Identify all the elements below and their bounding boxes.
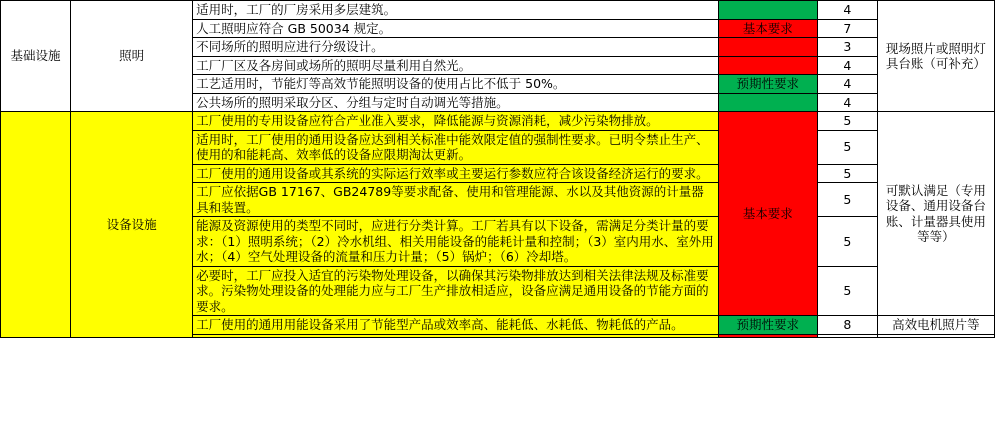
requirement-description: 工厂使用的专用设备应符合产业准入要求，降低能源与资源消耗，减少污染物排放。: [193, 112, 719, 131]
category-label: [1, 112, 71, 338]
table-row: [1, 1, 995, 20]
requirement-description: 必要时，工厂应投入适宜的污染物处理设备，以确保其污染物排放达到相关法律法规及标准要求。污染物处理设备的处理能力应与工厂生产排放相适应，设备应满足通用设备的节能方面的要求。: [193, 266, 719, 316]
requirement-description: 能源及资源使用的类型不同时，应进行分类计算。工厂若具有以下设备，需满足分类计量的要求：（1）照明系统；（2）冷水机组、相关用能设备的能耗计量和控制；（3）室内用水、室外用水；（4）空气处理设备的流量和压力计量；（5）锅炉；（6）冷却塔。: [193, 217, 719, 267]
requirement-description: 公共场所的照明采取分区、分组与定时自动调光等措施。: [193, 93, 719, 112]
score-value: 7: [817, 19, 877, 38]
requirement-type: 基本要求: [718, 112, 817, 316]
requirement-description: 工厂使用的通用用能设备采用了节能型产品或效率高、能耗低、水耗低、物耗低的产品。: [193, 316, 719, 335]
evidence-material: 现场照片或照明灯具台账（可补充）: [877, 1, 994, 112]
requirement-type: 基本要求: [718, 19, 817, 38]
score-value: 4: [817, 75, 877, 94]
score-value: 5: [817, 266, 877, 316]
requirement-type: [718, 334, 817, 337]
requirement-description: [193, 334, 719, 337]
score-value: 4: [817, 93, 877, 112]
requirement-type: [718, 38, 817, 57]
score-value: 8: [817, 316, 877, 335]
requirement-type: [718, 93, 817, 112]
score-value: 4: [817, 56, 877, 75]
requirement-description: 适用时，工厂的厂房采用多层建筑。: [193, 1, 719, 20]
table-row: [1, 112, 995, 131]
requirement-description: 适用时，工厂使用的通用设备应达到相关标准中能效限定值的强制性要求。已明令禁止生产、使用的和能耗高、效率低的设备应限期淘汰更新。: [193, 130, 719, 164]
evidence-material: 高效电机照片等: [877, 316, 994, 335]
score-value: 3: [817, 38, 877, 57]
score-value: 5: [817, 130, 877, 164]
score-value: 5: [817, 217, 877, 267]
requirement-type: [718, 56, 817, 75]
requirement-type: 预期性要求: [718, 75, 817, 94]
requirement-description: 工厂应依据GB 17167、GB24789等要求配备、使用和管理能源、水以及其他资源的计量器具和装置。: [193, 183, 719, 217]
score-value: 5: [817, 164, 877, 183]
subcategory-label: 设备设施: [71, 112, 193, 338]
score-value: [817, 334, 877, 337]
category-label: 基础设施: [1, 1, 71, 112]
requirement-type: 预期性要求: [718, 316, 817, 335]
score-value: 4: [817, 1, 877, 20]
subcategory-label: 照明: [71, 1, 193, 112]
requirement-description: 不同场所的照明应进行分级设计。: [193, 38, 719, 57]
requirement-description: 人工照明应符合 GB 50034 规定。: [193, 19, 719, 38]
evidence-material: 可默认满足（专用设备、通用设备台账、计量器具使用等等）: [877, 112, 994, 316]
requirement-description: 工厂厂区及各房间或场所的照明尽量利用自然光。: [193, 56, 719, 75]
requirement-type: [718, 1, 817, 20]
evidence-material: [877, 334, 994, 337]
score-value: 5: [817, 183, 877, 217]
requirement-description: 工厂使用的通用设备或其系统的实际运行效率或主要运行参数应符合该设备经济运行的要求。: [193, 164, 719, 183]
score-value: 5: [817, 112, 877, 131]
requirement-description: 工艺适用时，节能灯等高效节能照明设备的使用占比不低于 50%。: [193, 75, 719, 94]
